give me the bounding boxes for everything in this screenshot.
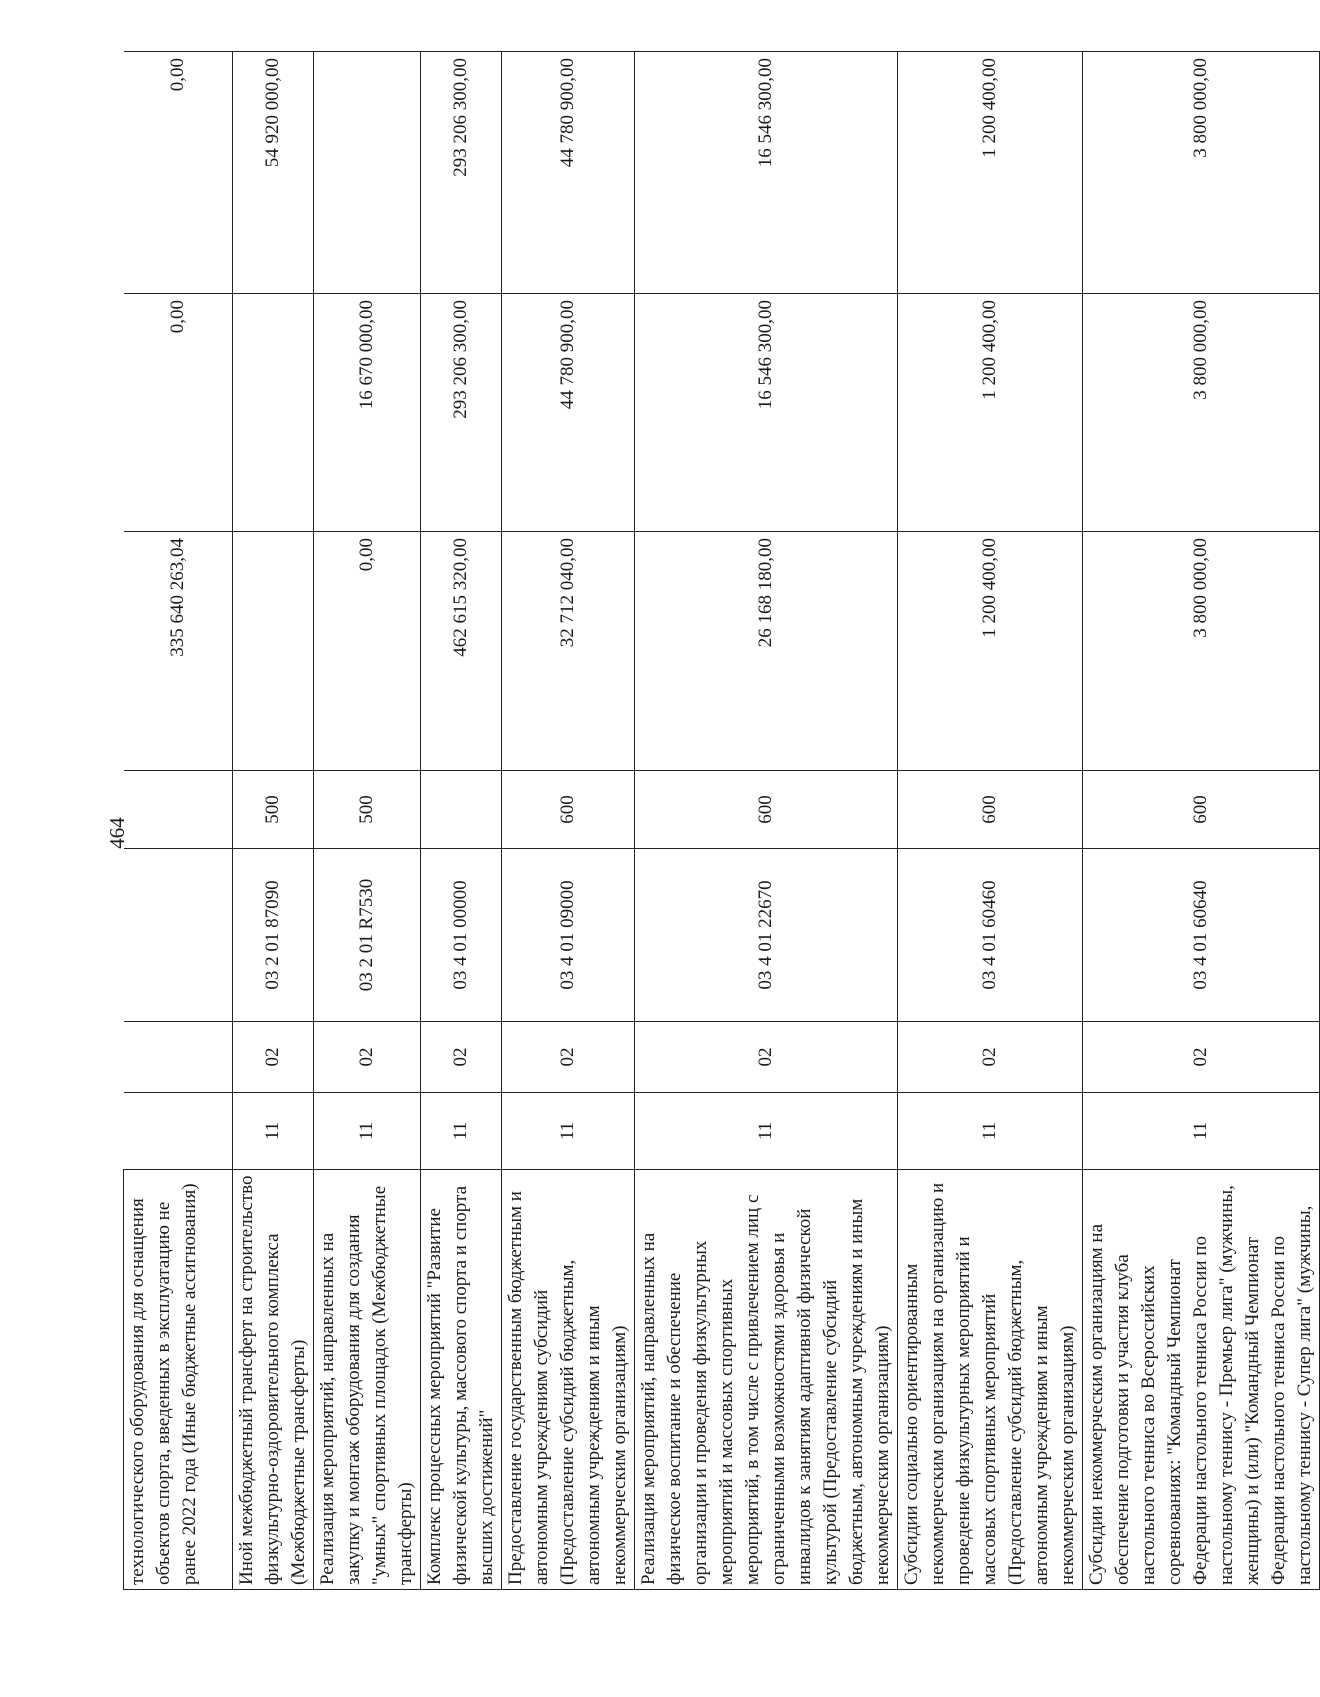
section-code-text: 11 (1190, 1121, 1211, 1141)
table-row (233, 52, 314, 1590)
subsection-code-text: 02 (755, 1047, 776, 1067)
target-article-code-text: 03 4 01 09000 (557, 880, 578, 990)
subsection-code-text: 02 (356, 1047, 377, 1067)
amount-year-1 (421, 532, 502, 771)
expense-type-code (502, 771, 635, 849)
row-description (233, 1170, 314, 1590)
amount-year-3 (421, 52, 502, 294)
target-article-code (502, 849, 635, 1022)
amount-year-3-text: 16 546 300,00 (755, 58, 776, 168)
amount-year-1-text: 26 168 180,00 (755, 538, 776, 648)
amount-year-3-text: 54 920 000,00 (262, 58, 283, 168)
amount-year-1 (635, 532, 898, 771)
table-row (421, 52, 502, 1590)
row-description (314, 1170, 421, 1590)
amount-year-3-text: 44 780 900,00 (557, 58, 578, 168)
target-article-code (421, 849, 502, 1022)
section-code (635, 1093, 898, 1170)
amount-year-1-text: 0,00 (356, 538, 377, 572)
target-article-code (1083, 849, 1320, 1022)
amount-year-2 (233, 294, 314, 532)
row-description (1083, 1170, 1320, 1590)
amount-year-2 (421, 294, 502, 532)
target-article-code (314, 849, 421, 1022)
amount-year-1-text: 32 712 040,00 (557, 538, 578, 648)
amount-year-2-text: 293 206 300,00 (450, 300, 471, 419)
amount-year-3 (1083, 52, 1320, 294)
expense-type-code (898, 771, 1083, 849)
amount-year-2 (502, 294, 635, 532)
section-code-text: 11 (262, 1121, 283, 1141)
row-description-text: технологического оборудования для оснащения объектов спорта, введенных в эксплуатацию не ранее 2022 года (Иные бюджетные ассигнования) (127, 1183, 200, 1585)
amount-year-1-text: 462 615 320,00 (450, 538, 471, 657)
row-description (898, 1170, 1083, 1590)
section-code (1083, 1093, 1320, 1170)
target-article-code-text: 03 4 01 60460 (979, 880, 1000, 990)
table-row (635, 52, 898, 1590)
amount-year-3 (314, 52, 421, 294)
amount-year-2-text: 3 800 000,00 (1190, 300, 1211, 400)
subsection-code (314, 1022, 421, 1093)
budget-table (123, 51, 1320, 1590)
expense-type-code (124, 771, 233, 849)
target-article-code (124, 849, 233, 1022)
amount-year-3 (233, 52, 314, 294)
amount-year-2 (898, 294, 1083, 532)
row-description-text: Иной межбюджетный трансферт на строительство физкультурно-оздоровительного комплекса (Межбюджетные трансферты) (236, 1175, 309, 1585)
row-description (502, 1170, 635, 1590)
table-row (1083, 52, 1320, 1590)
amount-year-2 (635, 294, 898, 532)
amount-year-1 (314, 532, 421, 771)
budget-table-rotated (123, 52, 1315, 1590)
subsection-code (898, 1022, 1083, 1093)
target-article-code (898, 849, 1083, 1022)
expense-type-code (1083, 771, 1320, 849)
section-code (233, 1093, 314, 1170)
amount-year-1 (233, 532, 314, 771)
row-description (124, 1170, 233, 1590)
amount-year-2-text: 1 200 400,00 (979, 300, 1000, 400)
expense-type-code (314, 771, 421, 849)
amount-year-3 (635, 52, 898, 294)
section-code (314, 1093, 421, 1170)
amount-year-3-text: 1 200 400,00 (979, 58, 1000, 158)
amount-year-1-text: 335 640 263,04 (166, 538, 188, 657)
subsection-code (502, 1022, 635, 1093)
table-row (898, 52, 1083, 1590)
subsection-code-text: 02 (450, 1047, 471, 1067)
target-article-code-text: 03 2 01 R7530 (356, 878, 377, 992)
amount-year-2-text: 44 780 900,00 (557, 300, 578, 410)
amount-year-2 (1083, 294, 1320, 532)
subsection-code-text: 02 (979, 1047, 1000, 1067)
amount-year-1 (1083, 532, 1320, 771)
amount-year-2-text: 16 670 000,00 (356, 300, 377, 410)
amount-year-1 (124, 532, 233, 771)
row-description-text: Реализация мероприятий, направленных на физическое воспитание и обеспечение организации и проведения физкультурных мероприятий и массовых спортивных мероприятий, в том числе с привлечением лиц с ограниченными возможностями здоровья и инвалидов к занятиям адаптивной физической культурой (Предоставление субсидий бюджетным, автономным учреждениям и иным некоммерческим организациям) (638, 1194, 893, 1585)
table-row (314, 52, 421, 1590)
row-description-text: Субсидии социально ориентированным некоммерческим организациям на организацию и проведение физкультурных мероприятий и массовых спортивных мероприятий (Предоставление субсидий бюджетным, автономным учреждениям и иным некоммерческим организациям) (901, 1182, 1078, 1585)
expense-type-code-text: 500 (262, 795, 283, 824)
expense-type-code (421, 771, 502, 849)
subsection-code (233, 1022, 314, 1093)
expense-type-code-text: 500 (356, 795, 377, 824)
subsection-code (1083, 1022, 1320, 1093)
row-description-text: Реализация мероприятий, направленных на закупку и монтаж оборудования для создания "умных" спортивных площадок (Межбюджетные трансферты) (317, 1185, 416, 1585)
amount-year-1-text: 3 800 000,00 (1190, 538, 1211, 638)
row-description (421, 1170, 502, 1590)
section-code (502, 1093, 635, 1170)
amount-year-3-text: 0,00 (166, 58, 188, 92)
amount-year-2-text: 16 546 300,00 (755, 300, 776, 410)
expense-type-code-text: 600 (979, 795, 1000, 824)
subsection-code (635, 1022, 898, 1093)
subsection-code-text: 02 (557, 1047, 578, 1067)
table-row (124, 52, 233, 1590)
amount-year-2-text: 0,00 (166, 300, 188, 334)
amount-year-3-text: 3 800 000,00 (1190, 58, 1211, 158)
subsection-code (124, 1022, 233, 1093)
row-description-text: Предоставление государственным бюджетным и автономным учреждениям субсидий (Предоставление субсидий бюджетным, автономным учреждениям и иным некоммерческим организациям) (505, 1191, 630, 1585)
subsection-code-text: 02 (1190, 1047, 1211, 1067)
target-article-code-text: 03 4 01 60640 (1190, 880, 1211, 990)
section-code (421, 1093, 502, 1170)
target-article-code-text: 03 2 01 87090 (262, 880, 283, 990)
row-description-text: Комплекс процессных мероприятий "Развитие физической культуры, массового спорта и спорта высших достижений" (424, 1185, 497, 1585)
section-code (124, 1093, 233, 1170)
subsection-code (421, 1022, 502, 1093)
amount-year-3 (898, 52, 1083, 294)
section-code (898, 1093, 1083, 1170)
amount-year-1-text: 1 200 400,00 (979, 538, 1000, 638)
target-article-code-text: 03 4 01 22670 (755, 880, 776, 990)
section-code-text: 11 (557, 1121, 578, 1141)
subsection-code-text: 02 (262, 1047, 283, 1067)
target-article-code (233, 849, 314, 1022)
table-row (502, 52, 635, 1590)
amount-year-1 (502, 532, 635, 771)
target-article-code-text: 03 4 01 00000 (450, 880, 471, 990)
page-number: 464 (104, 817, 129, 849)
amount-year-3-text: 293 206 300,00 (450, 58, 471, 177)
section-code-text: 11 (755, 1121, 776, 1141)
amount-year-2 (124, 294, 233, 532)
expense-type-code (233, 771, 314, 849)
row-description (635, 1170, 898, 1590)
amount-year-1 (898, 532, 1083, 771)
section-code-text: 11 (979, 1121, 1000, 1141)
expense-type-code-text: 600 (755, 795, 776, 824)
target-article-code (635, 849, 898, 1022)
amount-year-3 (502, 52, 635, 294)
row-description-text: Субсидии некоммерческим организациям на обеспечение подготовки и участия клуба настольного тенниса во Всероссийских соревнованиях: "Командный Чемпионат Федерации настольного тенниса России по настольному теннису - Премьер лига" (мужчины, женщины) и (или) "Командный Чемпионат Федерации настольного тенниса России по настольному теннису - Супер лига" (мужчины, (1086, 1185, 1315, 1585)
expense-type-code (635, 771, 898, 849)
amount-year-3 (124, 52, 233, 294)
amount-year-2 (314, 294, 421, 532)
section-code-text: 11 (356, 1121, 377, 1141)
section-code-text: 11 (450, 1121, 471, 1141)
expense-type-code-text: 600 (1190, 795, 1211, 824)
expense-type-code-text: 600 (557, 795, 578, 824)
